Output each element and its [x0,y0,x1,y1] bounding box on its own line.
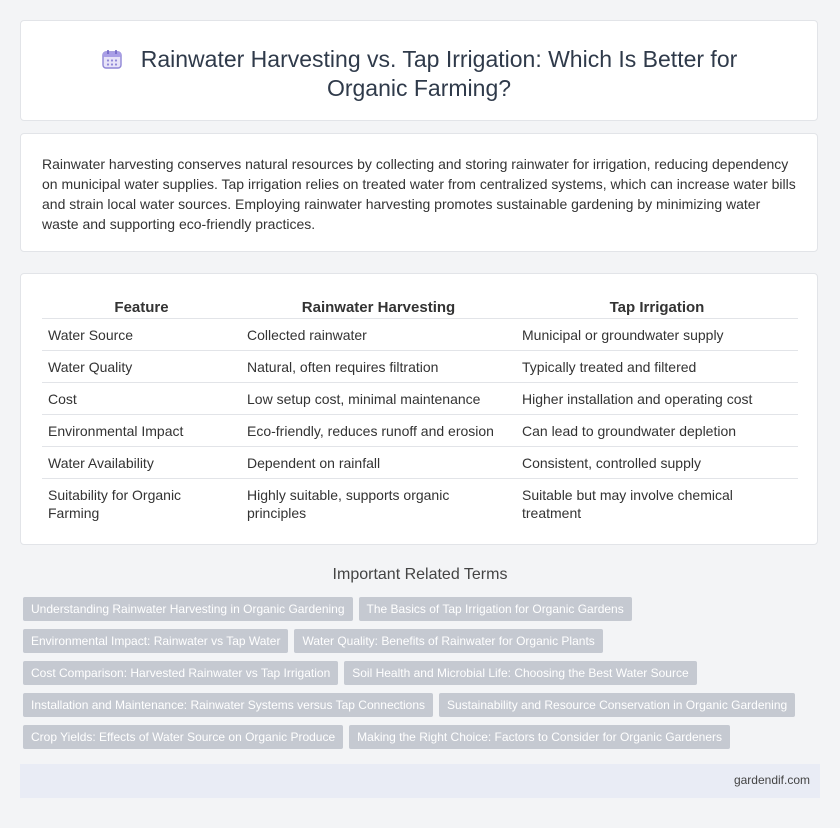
table-cell: Consistent, controlled supply [516,447,798,479]
related-term-link[interactable]: Soil Health and Microbial Life: Choosing the Best Water Source [344,661,696,685]
table-cell: Dependent on rainfall [241,447,516,479]
table-header-row [42,296,798,319]
related-term-link[interactable]: Making the Right Choice: Factors to Consider for Organic Gardeners [349,725,730,749]
table-cell: Natural, often requires filtration [241,351,516,383]
table-row [42,447,798,479]
table-row [42,415,798,447]
related-term-link[interactable]: Sustainability and Resource Conservation in Organic Gardening [439,693,795,717]
table-cell: Suitable but may involve chemical treatment [516,479,798,529]
related-term-link[interactable]: Understanding Rainwater Harvesting in Organic Gardening [23,597,353,621]
page-title [61,45,777,103]
table-cell: Highly suitable, supports organic principles [241,479,516,529]
table-row [42,383,798,415]
calendar-icon [101,48,123,70]
title-card [20,20,818,121]
table-cell: Collected rainwater [241,319,516,351]
related-terms-heading: Important Related Terms [332,566,508,583]
related-terms-list [23,597,813,757]
table-cell: Cost [42,383,241,415]
table-cell: Environmental Impact [42,415,241,447]
related-term-link[interactable]: Water Quality: Benefits of Rainwater for Organic Plants [294,629,602,653]
table-cell: Water Source [42,319,241,351]
intro-card [20,133,818,252]
table-cell: Higher installation and operating cost [516,383,798,415]
footer [20,764,820,798]
table-cell: Water Availability [42,447,241,479]
table-row [42,351,798,383]
table-row [42,479,798,529]
related-term-link[interactable]: Cost Comparison: Harvested Rainwater vs Tap Irrigation [23,661,338,685]
header-rainwater: Rainwater Harvesting [301,298,456,316]
table-row [42,319,798,351]
table-cell: Eco-friendly, reduces runoff and erosion [241,415,516,447]
related-term-link[interactable]: Crop Yields: Effects of Water Source on Organic Produce [23,725,343,749]
header-feature: Feature [114,298,169,316]
table-cell: Municipal or groundwater supply [516,319,798,351]
table-cell: Suitability for Organic Farming [42,479,241,529]
related-term-link[interactable]: Environmental Impact: Rainwater vs Tap Water [23,629,288,653]
comparison-table [42,296,798,528]
table-cell: Typically treated and filtered [516,351,798,383]
comparison-card [20,273,818,545]
table-cell: Low setup cost, minimal maintenance [241,383,516,415]
page-title-text: Rainwater Harvesting vs. Tap Irrigation: Which Is Better for Organic Farming? [140,46,738,101]
header-tap: Tap Irrigation [609,298,705,316]
related-term-link[interactable]: Installation and Maintenance: Rainwater Systems versus Tap Connections [23,693,433,717]
intro-paragraph: Rainwater harvesting conserves natural resources by collecting and storing rainwater for irrigation, reducing dependency on municipal water supplies. Tap irrigation relies on treated water from centralized systems, which can increase water bills and strain local water sources. Employing rainwater harvesting promotes sustainable gardening by minimizing water waste and supporting eco-friendly practices. [42,156,796,232]
related-term-link[interactable]: The Basics of Tap Irrigation for Organic Gardens [359,597,632,621]
table-cell: Water Quality [42,351,241,383]
footer-site-link[interactable]: gardendif.com [733,773,810,787]
table-cell: Can lead to groundwater depletion [516,415,798,447]
